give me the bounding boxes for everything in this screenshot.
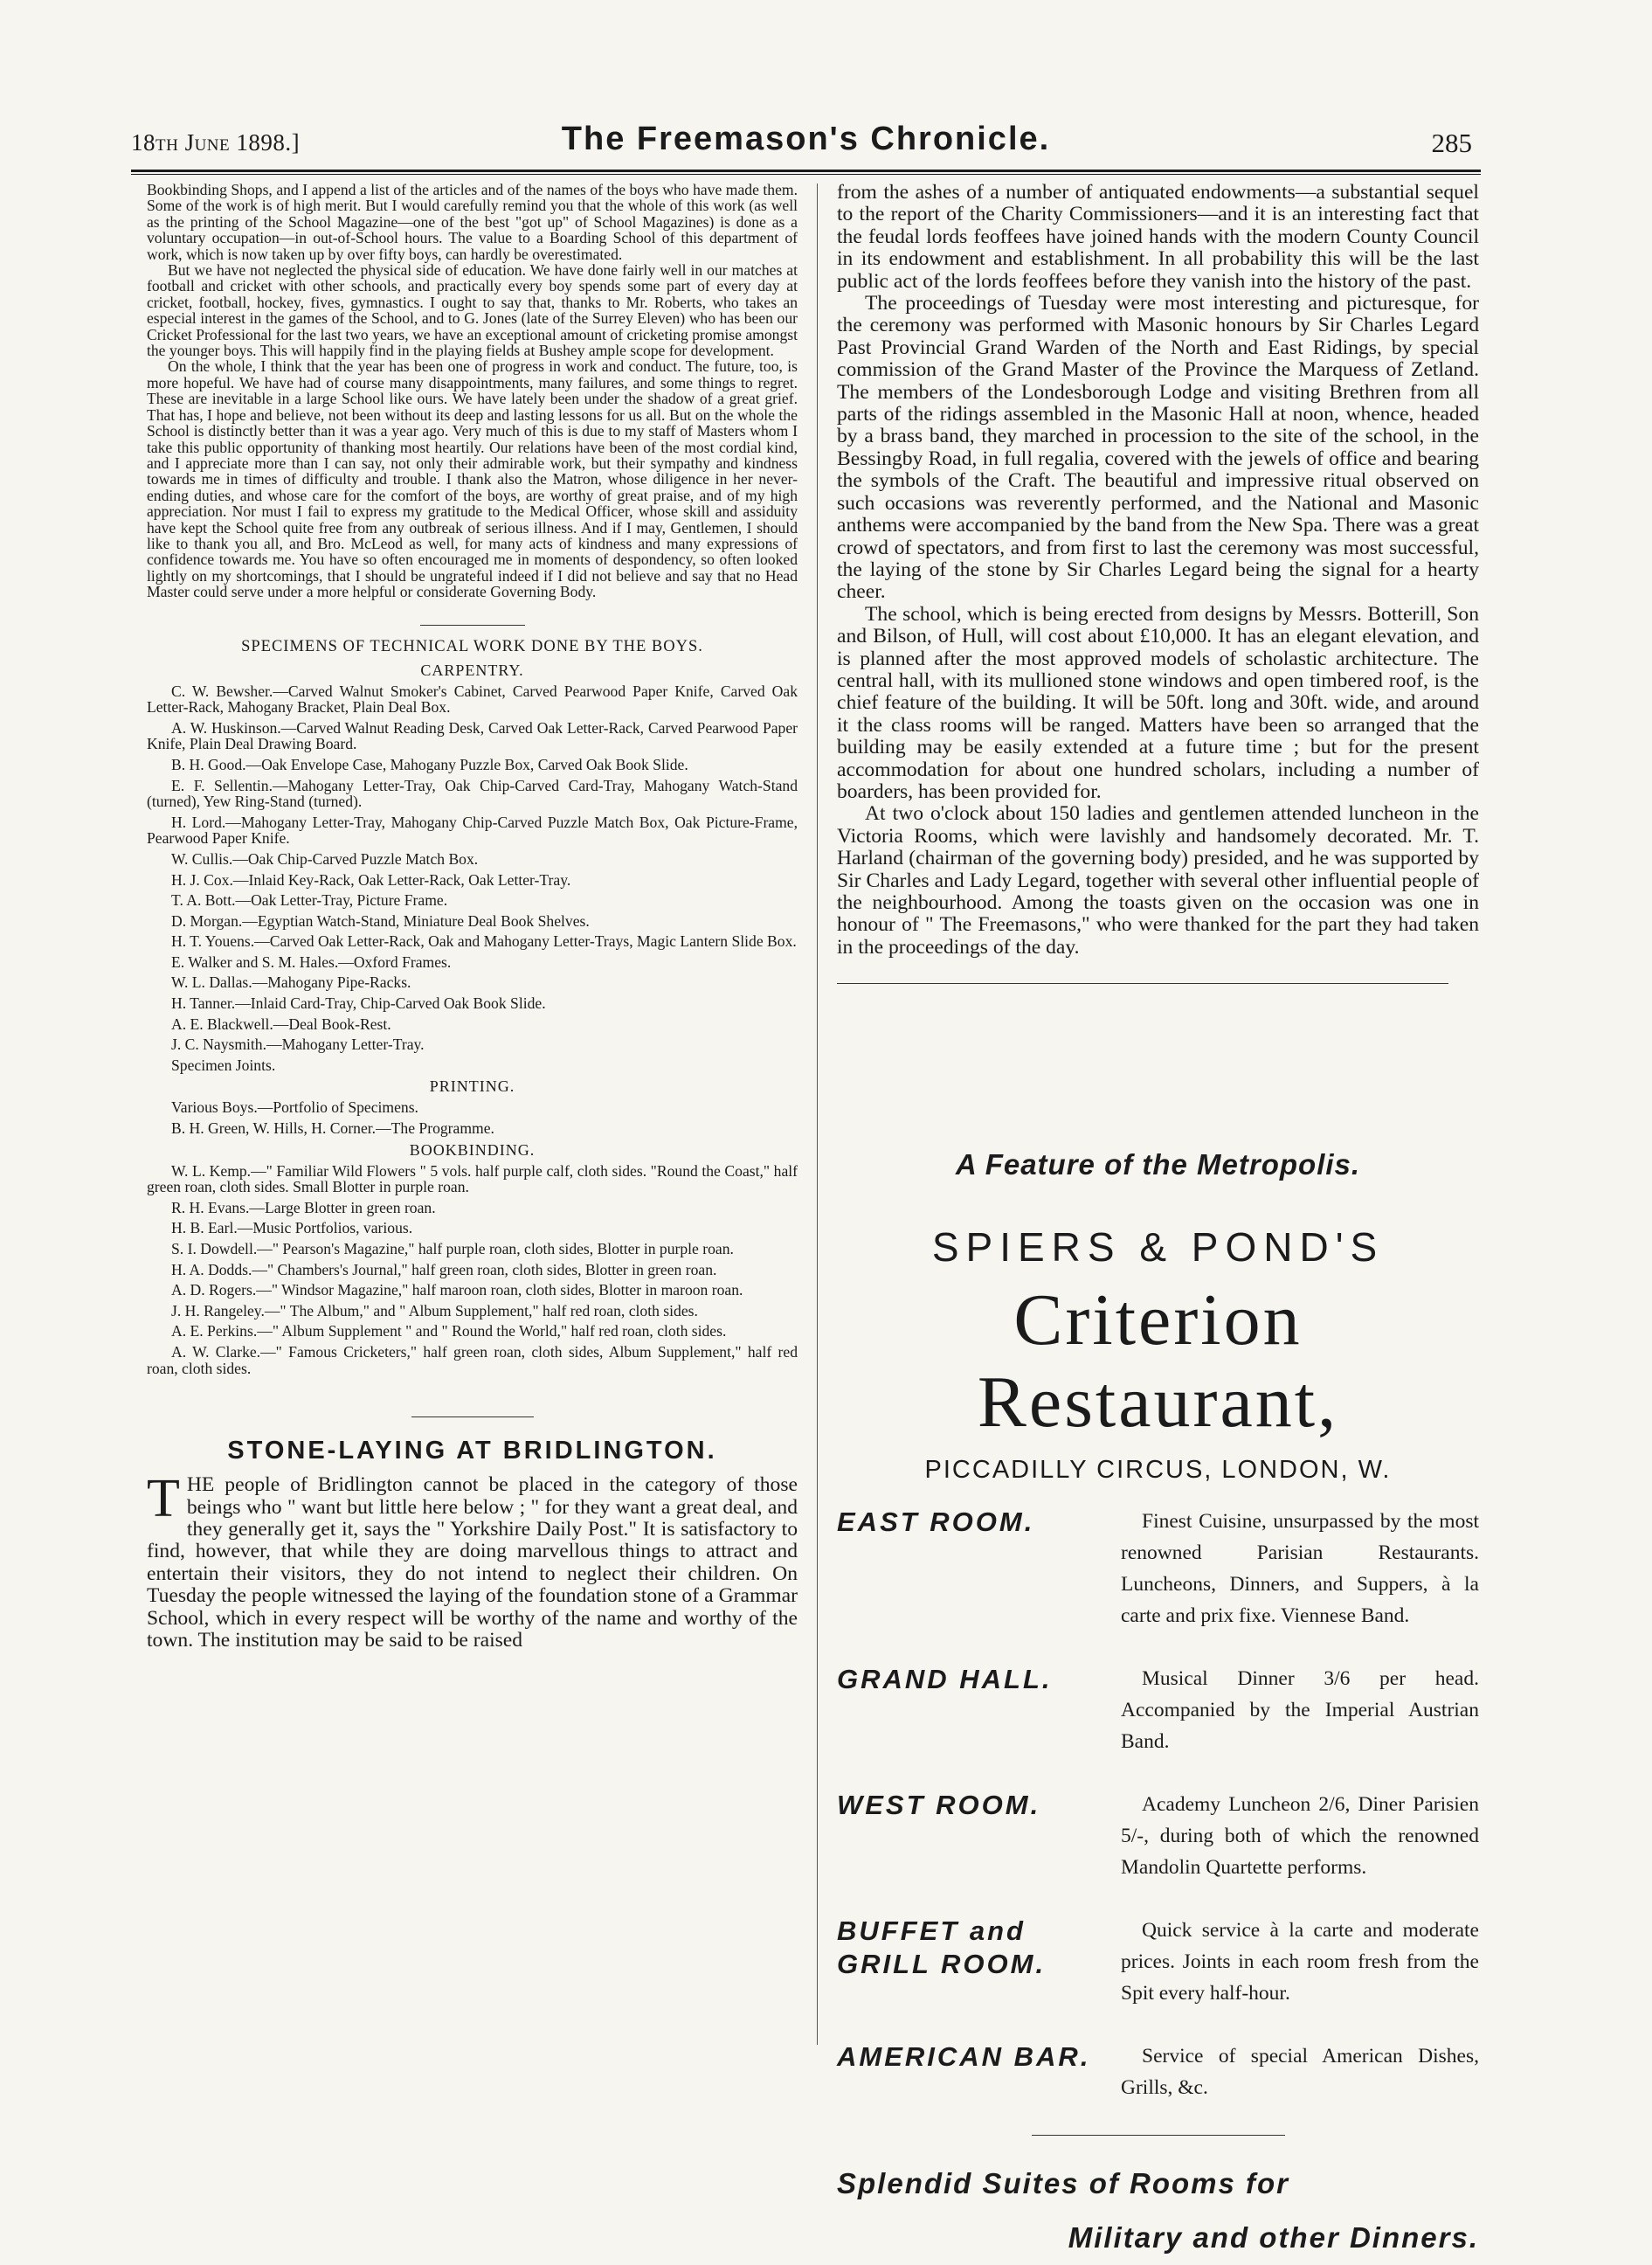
list-item: A. W. Clarke.—" Famous Cricketers," half green roan, cloth sides, Album Supplement," half red roan, cloth sides. — [147, 1342, 798, 1377]
list-item: T. A. Bott.—Oak Letter-Tray, Picture Frame. — [171, 891, 448, 910]
room-name: WEST ROOM. — [837, 1790, 1041, 1820]
list-item: A. W. Huskinson.—Carved Walnut Reading Desk, Carved Oak Letter-Rack, Carved Pearwood Paper Knife, Plain Deal Drawing Board. — [147, 718, 798, 753]
list-item: E. Walker and S. M. Hales.—Oxford Frames. — [171, 952, 452, 971]
room-description: Quick service à la carte and moderate prices. Joints in each room fresh from the Spit every half-hour. — [1121, 1919, 1479, 2005]
article-text: HE people of Bridlington cannot be placed in the category of those beings who " want but little here below ; " for they want a great deal, and they generally get it, says the " Yorkshire Daily Post." It is satisfactory to find, however, that while they are doing marvellous things to attract and entertain their visitors, they do not intend to neglect their children. On Tuesday the people witnessed the laying of the foundation stone of a Grammar School, which in every respect will be worthy of the name and worthy of the town. The institution may be said to be raised — [147, 1473, 798, 1652]
running-head — [131, 121, 1481, 173]
bookbinding-list — [147, 1163, 798, 1377]
room-description: Academy Luncheon 2/6, Diner Parisien 5/-, during both of which the renowned Mandolin Quartette performs. — [1121, 1793, 1479, 1879]
section-rule — [420, 625, 525, 626]
room-name: AMERICAN BAR. — [837, 2041, 1091, 2072]
room-name: EAST ROOM. — [837, 1507, 1035, 1537]
room-entry — [837, 1663, 1479, 1757]
room-entry — [837, 1506, 1479, 1631]
list-item: H. J. Cox.—Inlaid Key-Rack, Oak Letter-Rack, Oak Letter-Tray. — [171, 870, 571, 889]
ad-brand: SPIERS & POND'S — [931, 1224, 1385, 1270]
ad-rule — [1032, 2135, 1285, 2136]
room-entry — [837, 2040, 1479, 2103]
article-paragraph: The school, which is being erected from designs by Messrs. Botterill, Son and Bilson, of Hull, will cost about £10,000. It has an elegant elevation, and is planned after the most approved models of scholastic architecture. The central hall, with its mullioned stone windows and open timbered roof, is the chief feature of the building. It will be 50ft. long and 30ft. wide, and around it the class rooms will be ranged. Matters have been so arranged that the building may be easily extended at a future time ; but for the present accommodation for about one hundred scholars, including a number of boarders, has been provided for. — [837, 602, 1479, 803]
header-rule — [131, 170, 1481, 172]
specimens-section — [147, 625, 798, 656]
room-description: Finest Cuisine, unsurpassed by the most renowned Parisian Restaurants. Luncheons, Dinners, and Suppers, à la carte and prix fixe. Viennese Band. — [1121, 1510, 1479, 1627]
list-item: B. H. Green, W. Hills, H. Corner.—The Programme. — [171, 1119, 494, 1138]
article-paragraph: from the ashes of a number of antiquated endowments—a substantial sequel to the report of the Charity Commissioners—and it is an interesting fact that the feudal lords feoffees have joined hands with the modern County Council in its endowment and establishment. In all probability this will be the last public act of the lords feoffees before they vanish into the history of the past. — [837, 181, 1479, 293]
list-item: W. L. Dallas.—Mahogany Pipe-Racks. — [171, 973, 411, 992]
list-item: R. H. Evans.—Large Blotter in green roan. — [171, 1198, 436, 1216]
column-divider — [817, 184, 818, 2045]
ad-footer-line: Splendid Suites of Rooms for — [837, 2167, 1290, 2199]
issue-date: 18th June 1898.] — [131, 129, 301, 156]
header-rule-thin — [131, 174, 1481, 175]
list-item: A. E. Blackwell.—Deal Book-Rest. — [171, 1015, 391, 1033]
bookbinding-heading: BOOKBINDING. — [409, 1140, 536, 1159]
list-item: C. W. Bewsher.—Carved Walnut Smoker's Cabinet, Carved Pearwood Paper Knife, Carved Oak Letter-Rack, Mahogany Bracket, Plain Deal Box. — [147, 682, 798, 717]
carpentry-list — [147, 683, 798, 1074]
list-item: W. Cullis.—Oak Chip-Carved Puzzle Match Box. — [171, 849, 479, 868]
article-paragraph: At two o'clock about 150 ladies and gentlemen attended luncheon in the Victoria Rooms, which were lavishly and handsomely decorated. Mr. T. Harland (chairman of the governing body) presided, and he was supported by Sir Charles and Lady Legard, together with several other influential people of the neighbourhood. Among the toasts given on the occasion was one in honour of " The Freemasons," who were thanked for the part they had taken in the proceedings of the day. — [837, 802, 1479, 959]
room-description: Service of special American Dishes, Grills, &c. — [1121, 2045, 1479, 2099]
intro-paragraph: Bookbinding Shops, and I append a list of the articles and of the names of the boys who have made them. Some of the work is of high merit. But I would carefully remind you that the whole of this work (as well as the printing of the School Magazine—one of the best "got up" of School Magazines) is done as a voluntary occupation—in out-of-School hours. The value to a Boarding School of this department of work, which is now taken up by over fifty boys, can hardly be overestimated. — [147, 181, 798, 263]
list-item: A. D. Rogers.—" Windsor Magazine," half maroon roan, cloth sides, Blotter in maroon roan. — [171, 1281, 743, 1299]
list-item: J. C. Naysmith.—Mahogany Letter-Tray. — [171, 1036, 425, 1054]
list-item: S. I. Dowdell.—" Pearson's Magazine," half purple roan, cloth sides, Blotter in purple roan. — [171, 1240, 734, 1257]
ad-feature-line: A Feature of the Metropolis. — [955, 1148, 1361, 1181]
list-item: H. Lord.—Mahogany Letter-Tray, Mahogany Chip-Carved Puzzle Match Box, Oak Picture-Frame, Pearwood Paper Knife. — [147, 813, 798, 848]
article-paragraph: The proceedings of Tuesday were most interesting and picturesque, for the ceremony was performed with Masonic honours by Sir Charles Legard Past Provincial Grand Warden of the North and East Ridings, by special commission of the Grand Master of the Province the Marquess of Zetland. The members of the Londesborough Lodge and visiting Brethren from all parts of the ridings assembled in the Masonic Hall at noon, whence, headed by a brass band, they marched in procession to the site of the school, in the Bessingby Road, in full regalia, covered with the jewels of office and bearing the symbols of the Craft. The beautiful and impressive ritual observed on such occasions was reverently performed, and the National and Masonic anthems were accompanied by the band from the New Spa. There was a great crowd of spectators, and from first to last the ceremony was most successful, the laying of the stone by Sir Charles Legard being the signal for a hearty cheer. — [837, 292, 1479, 604]
article-paragraph — [147, 1469, 798, 1652]
criterion-advertisement — [837, 1145, 1479, 2265]
list-item: A. E. Perkins.—" Album Supplement " and " Round the World," half red roan, cloth sides. — [171, 1322, 727, 1340]
right-column — [837, 182, 1479, 984]
masthead-title: The Freemason's Chronicle. — [561, 121, 1051, 157]
ad-restaurant-name: Criterion Restaurant, — [977, 1279, 1339, 1443]
carpentry-heading: CARPENTRY. — [420, 661, 524, 679]
list-item: H. Tanner.—Inlaid Card-Tray, Chip-Carved Oak Book Slide. — [171, 994, 546, 1013]
ad-footer — [837, 2157, 1479, 2265]
article-title: STONE-LAYING AT BRIDLINGTON. — [227, 1437, 717, 1465]
list-item: H. T. Youens.—Carved Oak Letter-Rack, Oak and Mahogany Letter-Trays, Magic Lantern Slide Box. — [171, 932, 797, 951]
list-item: W. L. Kemp.—" Familiar Wild Flowers " 5 vols. half purple calf, cloth sides. "Round the Coast," half green roan, cloth sides. Small Blotter in purple roan. — [147, 1161, 798, 1196]
drop-cap: T — [147, 1469, 180, 1529]
list-item: Various Boys.—Portfolio of Specimens. — [171, 1098, 418, 1117]
ad-address: PICCADILLY CIRCUS, LONDON, W. — [924, 1456, 1392, 1484]
list-item: H. B. Earl.—Music Portfolios, various. — [171, 1219, 413, 1237]
page-number: 285 — [1431, 128, 1472, 158]
room-entry — [837, 1915, 1479, 2009]
specimens-heading: SPECIMENS OF TECHNICAL WORK DONE BY THE BOYS. — [241, 637, 703, 655]
section-rule — [411, 1416, 534, 1417]
article-end-rule — [837, 983, 1448, 984]
printing-heading: PRINTING. — [429, 1077, 515, 1096]
list-item: E. F. Sellentin.—Mahogany Letter-Tray, Oak Chip-Carved Card-Tray, Mahogany Watch-Stand (turned), Yew Ring-Stand (turned). — [147, 776, 798, 811]
list-item: Specimen Joints. — [171, 1056, 276, 1074]
room-description: Musical Dinner 3/6 per head. Accompanied by the Imperial Austrian Band. — [1121, 1667, 1479, 1753]
list-item: H. A. Dodds.—" Chambers's Journal," half green roan, cloth sides, Blotter in green roan. — [171, 1260, 717, 1278]
left-column — [147, 182, 798, 1652]
intro-paragraph: On the whole, I think that the year has been one of progress in work and conduct. The future, too, is more hopeful. We have had of course many disappointments, many failures, and some things to regret. These are inevitable in a large School like ours. We have lately been under the shadow of a great grief. That has, I hope and believe, not been without its deep and lasting lessons for us all. But on the whole the School is distinctly better than it was a year ago. Very much of this is due to my staff of Masters whom I take this public opportunity of thanking most heartily. Our relations have been of the most cordial kind, and I appreciate more than I can say, not only their admirable work, but their sympathy and kindness towards me in times of difficulty and trouble. I thank also the Matron, whose diligence in her never-ending duties, and whose care for the comfort of the boys, are worthy of great praise, and of my high appreciation. Nor must I fail to express my gratitude to the Medical Officer, whose skill and assiduity have kept the School quite free from any outbreak of serious illness. And if I may, Gentlemen, I should like to thank you all, and Bro. McLeod as well, for many acts of kindness and many expressions of confidence towards me. You have so often encouraged me in moments of despondency, so often looked lightly on my shortcomings, that I should be ungrateful indeed if I did not believe and say that no Head Master could serve under a more helpful or considerate Governing Body. — [147, 357, 798, 601]
room-entry — [837, 1789, 1479, 1883]
list-item: B. H. Good.—Oak Envelope Case, Mahogany Puzzle Box, Carved Oak Book Slide. — [171, 755, 688, 773]
list-item: J. H. Rangeley.—" The Album," and " Album Supplement," half red roan, cloth sides. — [171, 1301, 698, 1320]
ad-footer-line: Military and other Dinners. — [1068, 2221, 1479, 2254]
room-name: BUFFET and GRILL ROOM. — [837, 1915, 1047, 1979]
room-name: GRAND HALL. — [837, 1664, 1053, 1694]
list-item: D. Morgan.—Egyptian Watch-Stand, Miniature Deal Book Shelves. — [171, 911, 590, 930]
printing-list — [147, 1099, 798, 1136]
intro-paragraph: But we have not neglected the physical side of education. We have done fairly well in our matches at football and cricket with other schools, and practically every boy spends some part of every day at cricket, football, hockey, fives, gymnastics. I ought to say that, thanks to Mr. Roberts, who takes an especial interest in the games of the School, and to G. Jones (late of the Surrey Eleven) who has been our Cricket Professional for the last two years, we have an exceptional amount of cricketing promise amongst the younger boys. This will happily find in the playing fields at Bushey ample scope for development. — [147, 261, 798, 360]
